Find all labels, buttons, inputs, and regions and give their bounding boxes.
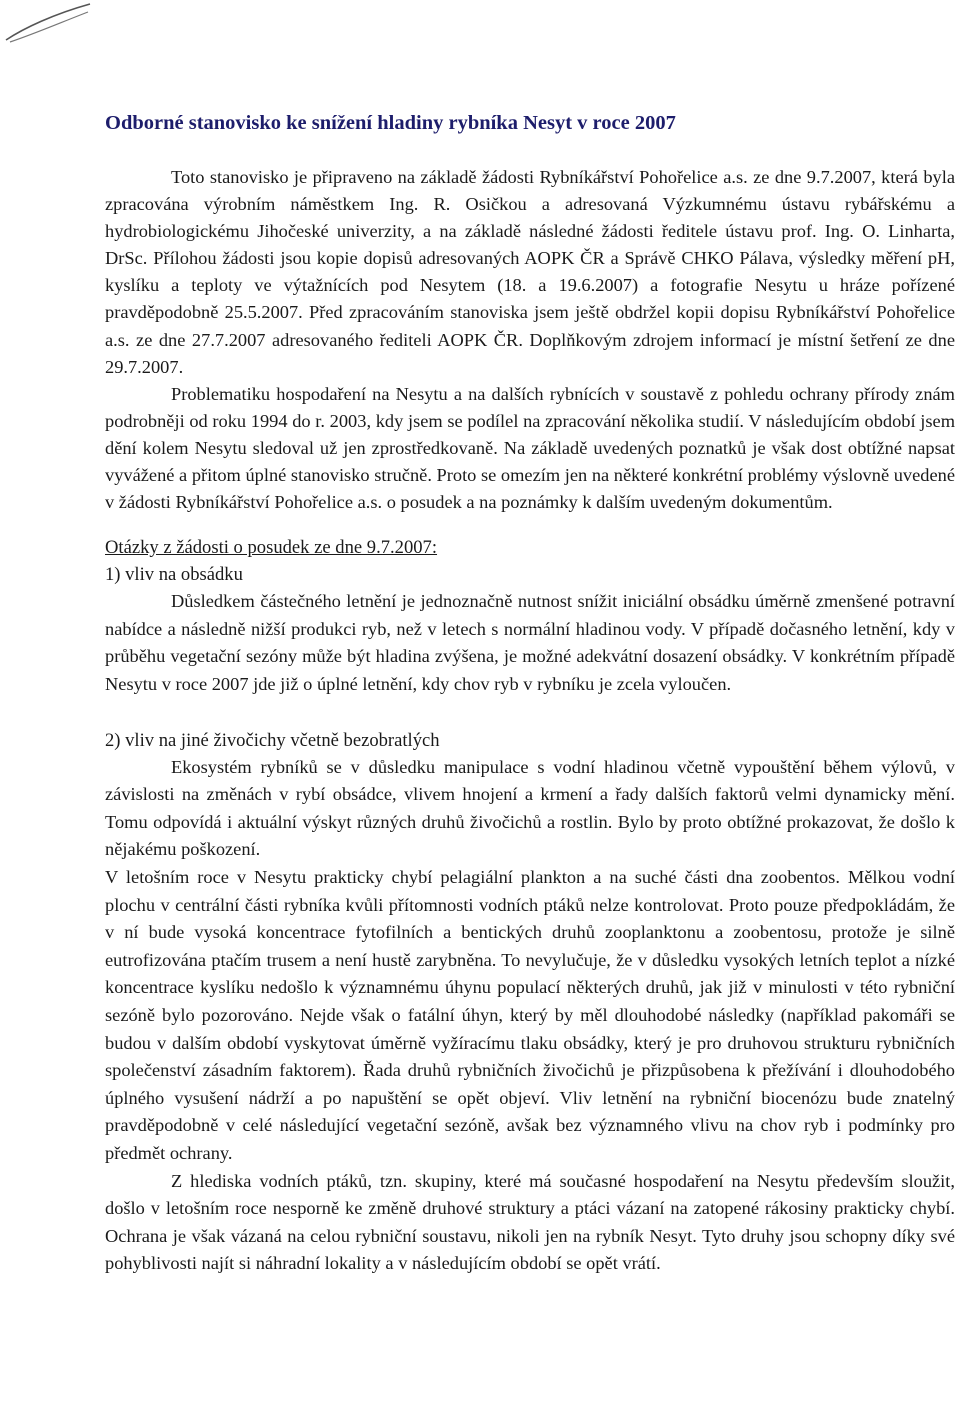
intro-paragraph-2: Problematiku hospodaření na Nesytu a na dalších rybnících v soustavě z pohledu ochrany přírody znám podrobněji od roku 1994 do r. 2003, kdy jsem se podílel na zpracování několika studií. V následujícím období jsem dění kolem Nesytu sledoval už jen zprostředkovaně. Na základě uvedených poznatků je však dost obtížné napsat vyvážené a přitom úplné stanovisko stručně. Proto se omezím jen na některé konkrétní problémy výslovně uvedené v žádosti Rybníkářství Pohořelice a.s. o posudek a na poznámky k dalším uvedeným dokumentům. — [105, 383, 955, 513]
document-page — [105, 108, 955, 1278]
questions-heading: Otázky z žádosti o posudek ze dne 9.7.2007: — [105, 537, 438, 559]
section-1-heading: 1) vliv na obsádku — [105, 564, 243, 586]
section-2-paragraph-1: Ekosystém rybníků se v důsledku manipulace s vodní hladinou včetně vypouštění během výlovů, v závislosti na změnách v rybí obsádce, vlivem hnojení a krmení a řady dalších faktorů velmi dynamicky mění. Tomu odpovídá i aktuální výskyt různých druhů živočichů a rostlin. Bylo by proto obtížné prokazovat, že došlo k nějakému poškození. — [105, 756, 955, 860]
pen-stroke-mark — [4, 0, 94, 45]
section-2-heading: 2) vliv na jiné živočichy včetně bezobratlých — [105, 729, 440, 751]
intro-paragraph-1: Toto stanovisko je připraveno na základě žádosti Rybníkářství Pohořelice a.s. ze dne 9.7.2007, která byla zpracována výrobním náměstkem Ing. R. Osičkou a adresovaná Výzkumnému ústavu rybářskému a hydrobiologickému Jihočeské univerzity, a na základě následné žádosti ředitele ústavu prof. Ing. O. Linharta, DrSc. Přílohou žádosti jsou kopie dopisů adresovaných AOPK ČR a Správě CHKO Pálava, výsledky měření pH, kyslíku a teploty ve výtažnících pod Nesytem (18. a 19.6.2007) a fotografie Nesytu u hráze pořízené pravděpodobně 25.5.2007. Před zpracováním stanoviska jsem ještě obdržel kopii dopisu Rybníkářství Pohořelice a.s. ze dne 27.7.2007 adresovaného řediteli AOPK ČR. Doplňkovým zdrojem informací je místní šetření ze dne 29.7.2007. — [105, 167, 955, 377]
section-1-paragraph: Důsledkem částečného letnění je jednoznačně nutnost snížit iniciální obsádku úměrně zmenšené potravní nabídce a následně nižší produkci ryb, než v letech s normální hladinou vody. V případě dočasného letnění, kdy v průběhu vegetační sezóny může být hladina zvýšena, je možné adekvátní dosazení obsádky. V konkrétním případě Nesytu v roce 2007 jde již o úplné letnění, kdy chov ryb v rybníku je zcela vyloučen. — [105, 591, 955, 694]
document-title: Odborné stanovisko ke snížení hladiny rybníka Nesyt v roce 2007 — [105, 112, 676, 134]
section-2-paragraph-3: Z hlediska vodních ptáků, tzn. skupiny, které má současné hospodaření na Nesytu především sloužit, došlo v letošním roce nesporně ke změně druhové struktury a ptáci vázaní na zatopené rákosiny prakticky chybí. Ochrana je však vázaná na celou rybniční soustavu, nikoli jen na rybník Nesyt. Tyto druhy jsou schopny díky své pohyblivosti najít si náhradní lokality a v následujícím období se opět vrátí. — [105, 1170, 955, 1274]
section-2-paragraph-2: V letošním roce v Nesytu prakticky chybí pelagiální plankton a na suché části dna zoobentos. Mělkou vodní plochu v centrální části rybníka kvůli přítomnosti vodních ptáků nelze kontrolovat. Proto pouze předpokládám, že v ní bude vysoká koncentrace fytofilních a bentických druhů zooplanktonu a zoobentosu, protože je silně eutrofizována ptačím trusem a není hustě zarybněna. To nevylučuje, že v důsledku vysokých letních teplot a nízké koncentrace kyslíku nedošlo k významnému úhynu populací některých druhů, jak již v minulosti v této rybniční sezóně bylo pozorováno. Nejde však o fatální úhyn, který by měl dlouhodobé následky (například pakomáři se budou v dalším období vyskytovat úměrně vyžíracímu tlaku obsádky, který je pro druhovou strukturu rybničních společenství zásadním faktorem). Řada druhů rybničních živočichů je přizpůsobena k přežívání i dlouhodobého úplného vysušení nádrží a po napuštění se opět objeví. Vliv letnění na rybniční biocenózu bude znatelný pravděpodobně v celé následující vegetační sezóně, avšak bez významného vlivu na chov ryb i podmínky pro předmět ochrany. — [105, 866, 955, 1163]
